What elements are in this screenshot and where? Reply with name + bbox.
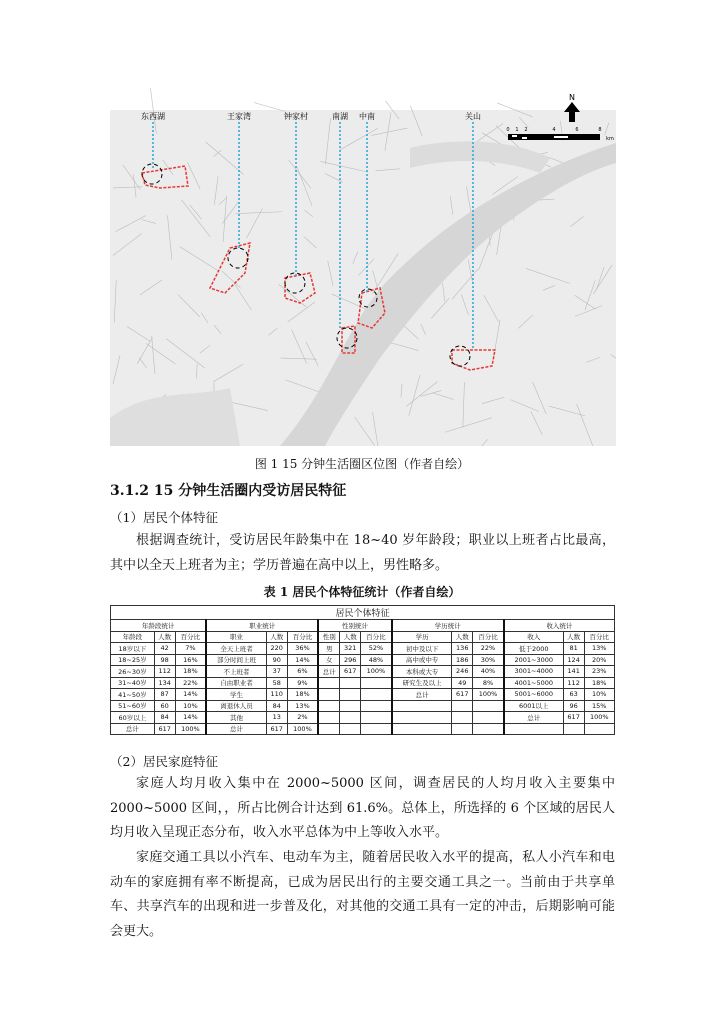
table-cell: 18% — [287, 689, 318, 701]
table-cell: 100% — [584, 712, 614, 724]
column-header: 职业 — [206, 631, 266, 643]
table-cell: 男 — [318, 643, 340, 655]
table-cell: 4001~5000 — [504, 677, 563, 689]
table-cell: 初中及以下 — [392, 643, 452, 655]
column-header: 学历 — [392, 631, 452, 643]
table-cell: 58 — [266, 677, 287, 689]
table-cell — [584, 723, 614, 735]
table-cell — [318, 723, 340, 735]
table-cell: 14% — [175, 712, 206, 724]
table-cell — [452, 712, 473, 724]
table-cell: 49 — [452, 677, 473, 689]
table-cell: 总计 — [206, 723, 266, 735]
table-cell: 学生 — [206, 689, 266, 701]
table-caption: 表 1 居民个体特征统计（作者自绘） — [263, 585, 461, 599]
table-cell: 13% — [584, 643, 614, 655]
north-label: N — [569, 93, 575, 102]
group-header: 职业统计 — [206, 620, 318, 632]
table-cell: 41~50岁 — [111, 689, 155, 701]
svg-text:8: 8 — [598, 127, 602, 133]
table-cell: 5001~6000 — [504, 689, 563, 701]
table-cell: 全天上班者 — [206, 643, 266, 655]
table-cell: 31~40岁 — [111, 677, 155, 689]
map-label: 南湖 — [332, 112, 348, 121]
table-row — [111, 643, 615, 655]
table-cell — [563, 723, 584, 735]
table-cell: 42 — [154, 643, 175, 655]
table-cell — [392, 712, 452, 724]
table-cell: 6% — [287, 666, 318, 678]
table-cell: 部分时间上班 — [206, 654, 266, 666]
table-cell: 98 — [154, 654, 175, 666]
svg-text:km: km — [606, 136, 614, 142]
table-cell — [473, 723, 504, 735]
table-cell: 90 — [266, 654, 287, 666]
column-header: 百分比 — [361, 631, 392, 643]
table-cell: 246 — [452, 666, 473, 678]
table-cell: 136 — [452, 643, 473, 655]
table-cell: 2001~3000 — [504, 654, 563, 666]
table-cell — [473, 712, 504, 724]
table-cell: 124 — [563, 654, 584, 666]
table-cell — [340, 712, 361, 724]
column-header: 人数 — [154, 631, 175, 643]
resident-stats-table — [110, 605, 615, 735]
table-cell: 离退休人员 — [206, 700, 266, 712]
column-header: 百分比 — [584, 631, 614, 643]
table-row — [111, 654, 615, 666]
column-header: 人数 — [563, 631, 584, 643]
table-cell: 134 — [154, 677, 175, 689]
table-cell: 7% — [175, 643, 206, 655]
group-header: 收入统计 — [504, 620, 615, 632]
table-cell: 87 — [154, 689, 175, 701]
table-cell: 14% — [287, 654, 318, 666]
column-header: 百分比 — [287, 631, 318, 643]
table-cell: 81 — [563, 643, 584, 655]
table-cell — [504, 723, 563, 735]
table-cell: 63 — [563, 689, 584, 701]
table-cell: 30% — [473, 654, 504, 666]
table-cell: 186 — [452, 654, 473, 666]
svg-text:6: 6 — [575, 127, 579, 133]
column-header: 百分比 — [473, 631, 504, 643]
table-cell: 100% — [361, 666, 392, 678]
table-cell: 220 — [266, 643, 287, 655]
table-cell: 其他 — [206, 712, 266, 724]
table-cell: 不上班者 — [206, 666, 266, 678]
table-cell: 84 — [154, 712, 175, 724]
table-title: 居民个体特征 — [111, 606, 615, 620]
table-row — [111, 666, 615, 678]
table-cell: 60岁以上 — [111, 712, 155, 724]
table-cell — [318, 689, 340, 701]
table-cell: 总计 — [318, 666, 340, 678]
table-cell: 18~25岁 — [111, 654, 155, 666]
table-cell: 18% — [584, 677, 614, 689]
table-cell: 18% — [175, 666, 206, 678]
paragraph: 根据调查统计，受访居民年龄集中在 18~40 岁年龄段；职业以上班者占比最高，其中以全天上班者为主；学历普遍在高中以上，男性略多。 — [110, 533, 615, 573]
table-row — [111, 689, 615, 701]
table-cell: 100% — [287, 723, 318, 735]
table-cell: 9% — [287, 677, 318, 689]
svg-text:1: 1 — [515, 127, 519, 133]
table-cell: 617 — [340, 666, 361, 678]
subheading-individual: （1）居民个体特征 — [110, 510, 218, 525]
table-cell: 3001~4000 — [504, 666, 563, 678]
table-cell: 141 — [563, 666, 584, 678]
table-cell: 36% — [287, 643, 318, 655]
table-cell: 15% — [584, 700, 614, 712]
table-cell — [340, 689, 361, 701]
table-cell: 10% — [175, 700, 206, 712]
table-cell: 14% — [175, 689, 206, 701]
table-cell: 10% — [584, 689, 614, 701]
svg-text:0: 0 — [506, 127, 510, 133]
table-cell: 2% — [287, 712, 318, 724]
table-cell: 研究生及以上 — [392, 677, 452, 689]
table-cell: 100% — [473, 689, 504, 701]
table-cell — [361, 723, 392, 735]
map-label: 中南 — [359, 112, 375, 121]
table-cell — [361, 700, 392, 712]
table-cell: 低于2000 — [504, 643, 563, 655]
table-cell: 100% — [175, 723, 206, 735]
table-cell: 18岁以下 — [111, 643, 155, 655]
table-cell: 8% — [473, 677, 504, 689]
table-cell: 20% — [584, 654, 614, 666]
subheading-household: （2）居民家庭特征 — [110, 754, 218, 769]
column-header: 人数 — [266, 631, 287, 643]
column-header: 性别 — [318, 631, 340, 643]
table-cell: 617 — [266, 723, 287, 735]
table-cell: 13 — [266, 712, 287, 724]
location-map — [110, 88, 616, 446]
table-row — [111, 700, 615, 712]
table-cell — [340, 723, 361, 735]
table-cell: 52% — [361, 643, 392, 655]
table-cell: 6001以上 — [504, 700, 563, 712]
column-header: 人数 — [340, 631, 361, 643]
table-cell: 321 — [340, 643, 361, 655]
table-cell — [452, 723, 473, 735]
table-cell: 23% — [584, 666, 614, 678]
table-cell: 高中或中专 — [392, 654, 452, 666]
table-cell: 13% — [287, 700, 318, 712]
table-cell: 617 — [154, 723, 175, 735]
section-heading: 3.1.2 15 分钟生活圈内受访居民特征 — [110, 483, 347, 499]
group-header: 学历统计 — [392, 620, 504, 632]
svg-text:2: 2 — [524, 127, 528, 133]
table-row — [111, 723, 615, 735]
table-cell: 40% — [473, 666, 504, 678]
column-header: 百分比 — [175, 631, 206, 643]
map-label: 钟家村 — [284, 112, 308, 121]
table-cell: 51~60岁 — [111, 700, 155, 712]
table-cell — [318, 677, 340, 689]
table-cell: 112 — [563, 677, 584, 689]
table-cell: 总计 — [504, 712, 563, 724]
table-cell: 296 — [340, 654, 361, 666]
table-row — [111, 677, 615, 689]
table-cell — [361, 712, 392, 724]
table-cell: 16% — [175, 654, 206, 666]
table-cell: 112 — [154, 666, 175, 678]
table-cell — [361, 689, 392, 701]
column-header: 收入 — [504, 631, 563, 643]
map-label: 王家湾 — [227, 112, 251, 121]
table-row — [111, 712, 615, 724]
column-header: 年龄段 — [111, 631, 155, 643]
table-cell: 48% — [361, 654, 392, 666]
table-cell — [392, 723, 452, 735]
table-cell: 自由职业者 — [206, 677, 266, 689]
group-header: 年龄段统计 — [111, 620, 207, 632]
table-cell: 84 — [266, 700, 287, 712]
map-label: 东西湖 — [141, 112, 165, 121]
table-cell: 96 — [563, 700, 584, 712]
table-cell: 总计 — [111, 723, 155, 735]
table-cell — [452, 700, 473, 712]
map-label: 关山 — [465, 112, 481, 121]
table-cell: 26~30岁 — [111, 666, 155, 678]
paragraph: 家庭交通工具以小汽车、电动车为主，随着居民收入水平的提高，私人小汽车和电动车的家庭拥有率不断提高，已成为居民出行的主要交通工具之一。当前由于共享单车、共享汽车的出现和进一步普及化，对其他的交通工具有一定的冲击，后期影响可能会更大。 — [110, 850, 615, 939]
table-cell — [318, 712, 340, 724]
table-cell — [473, 700, 504, 712]
table-cell: 总计 — [392, 689, 452, 701]
table-cell — [340, 677, 361, 689]
paragraph: 家庭人均月收入集中在 2000~5000 区间，调查居民的人均月收入主要集中 2000~5000 区间，，所占比例合计达到 61.6%。总体上，所选择的 6 个区域的居民人均月收入呈现正态分布，收入水平总体为中上等收入水平。 — [110, 776, 615, 840]
table-cell — [361, 677, 392, 689]
column-header: 人数 — [452, 631, 473, 643]
table-cell — [340, 700, 361, 712]
table-cell: 22% — [473, 643, 504, 655]
table-cell — [318, 700, 340, 712]
table-cell: 女 — [318, 654, 340, 666]
group-header: 性别统计 — [318, 620, 391, 632]
table-cell: 22% — [175, 677, 206, 689]
figure-caption: 图 1 15 分钟生活圈区位图（作者自绘） — [254, 457, 470, 471]
table-cell: 617 — [452, 689, 473, 701]
table-cell — [392, 700, 452, 712]
table-cell: 本科或大专 — [392, 666, 452, 678]
svg-text:4: 4 — [552, 127, 556, 133]
table-cell: 60 — [154, 700, 175, 712]
table-cell: 617 — [563, 712, 584, 724]
table-cell: 37 — [266, 666, 287, 678]
table-cell: 110 — [266, 689, 287, 701]
